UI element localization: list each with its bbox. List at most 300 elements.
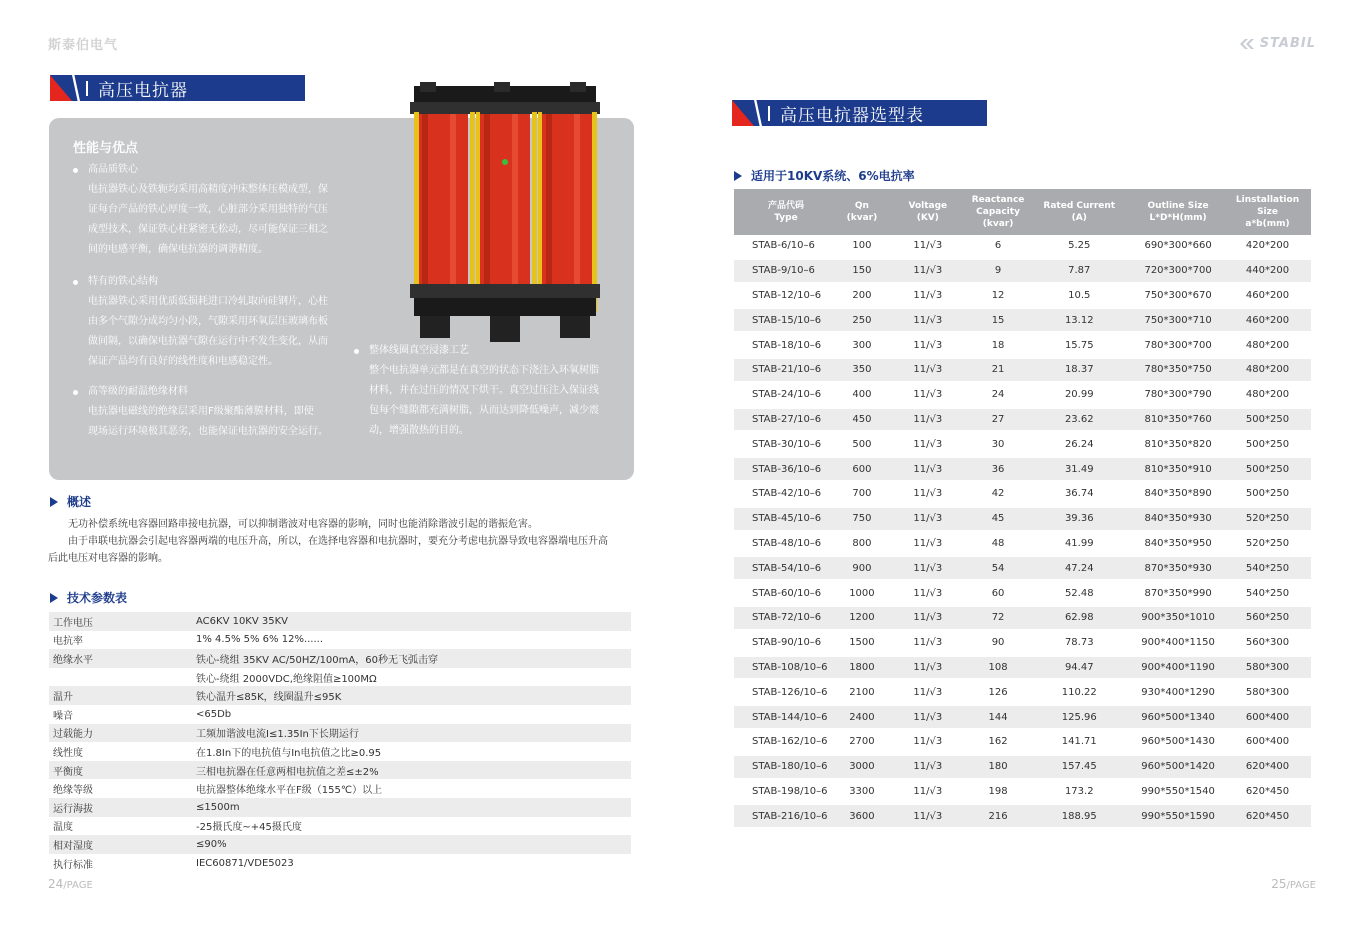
table-row <box>734 409 1311 434</box>
table-cell: 960*500*1340 <box>1132 706 1224 731</box>
selection-table-body <box>734 235 1311 830</box>
header-line: (kvar) <box>982 219 1014 229</box>
table-cell: 11/√3 <box>886 632 970 657</box>
table-cell: 1000 <box>838 582 886 607</box>
product-code-cell: STAB-18/10–6 <box>734 334 838 359</box>
table-row <box>734 756 1311 781</box>
selection-table <box>734 189 1311 830</box>
divider <box>768 106 770 121</box>
spec-value: <65Db <box>196 708 232 720</box>
table-cell: 6 <box>970 235 1027 260</box>
table-row <box>49 631 631 650</box>
table-row <box>734 706 1311 731</box>
table-cell: 94.47 <box>1026 657 1132 682</box>
table-cell: 180 <box>970 756 1027 781</box>
spec-value: 铁心-绕组 2000VDC,绝缘阻值≥100MΩ <box>196 673 377 685</box>
red-accent <box>50 75 72 101</box>
table-cell: 11/√3 <box>886 781 970 806</box>
table-cell: 780*300*790 <box>1132 384 1224 409</box>
header-line: Type <box>774 213 798 223</box>
product-code-cell: STAB-15/10–6 <box>734 309 838 334</box>
bullet-dot-icon <box>73 168 78 173</box>
table-cell: 2400 <box>838 706 886 731</box>
header-line: L*D*H(mm) <box>1149 213 1207 223</box>
table-cell: 198 <box>970 781 1027 806</box>
spec-value: ≤1500m <box>192 798 631 817</box>
spec-key: 过载能力 <box>49 724 192 743</box>
header-line: (KV) <box>916 213 939 223</box>
table-cell: 24 <box>970 384 1027 409</box>
table-cell: 11/√3 <box>886 533 970 558</box>
table-cell: 36.74 <box>1026 483 1132 508</box>
table-cell: 11/√3 <box>886 557 970 582</box>
page-number: 25 <box>1271 877 1287 891</box>
product-code-cell: STAB-9/10–6 <box>734 260 838 285</box>
product-code-cell: STAB-12/10–6 <box>734 285 838 310</box>
table-cell: 5.25 <box>1026 235 1132 260</box>
table-row <box>49 686 631 705</box>
table-row <box>49 724 631 743</box>
feature-title: 高等级的耐温绝缘材料 <box>88 386 188 397</box>
table-cell: 21 <box>970 359 1027 384</box>
table-cell: 840*350*930 <box>1132 508 1224 533</box>
table-row <box>734 533 1311 558</box>
table-cell: 45 <box>970 508 1027 533</box>
column-header <box>1224 189 1311 235</box>
table-row <box>734 607 1311 632</box>
specs-heading-text: 技术参数表 <box>67 591 128 605</box>
table-row <box>734 384 1311 409</box>
overview-heading-text: 概述 <box>67 495 92 509</box>
feature-line: 动，增强散热的目的。 <box>369 425 469 436</box>
bullet-dot-icon <box>354 349 359 354</box>
table-cell: 11/√3 <box>886 260 970 285</box>
table-row <box>734 632 1311 657</box>
table-cell: 480*200 <box>1224 384 1311 409</box>
column-header <box>1132 189 1224 235</box>
spec-key: 执行标准 <box>53 859 93 871</box>
table-cell: 810*350*760 <box>1132 409 1224 434</box>
table-cell: 62.98 <box>1026 607 1132 632</box>
table-cell: 2100 <box>838 681 886 706</box>
table-cell: 580*300 <box>1224 657 1311 682</box>
column-header <box>970 189 1027 235</box>
spec-value: 工频加谐波电流I≤1.35In下长期运行 <box>192 724 631 743</box>
page-suffix: /PAGE <box>63 880 93 891</box>
feature-line: 做间隔，以确保电抗器气隙在运行中不发生变化，从而 <box>88 336 328 347</box>
table-cell: 900*350*1010 <box>1132 607 1224 632</box>
header-line: (A) <box>1071 213 1087 223</box>
table-cell: 870*350*930 <box>1132 557 1224 582</box>
table-cell: 18.37 <box>1026 359 1132 384</box>
table-cell: 480*200 <box>1224 359 1311 384</box>
reactor-product-image <box>410 82 600 344</box>
table-row <box>49 612 631 631</box>
table-cell: 780*300*700 <box>1132 334 1224 359</box>
table-row <box>734 582 1311 607</box>
table-row <box>734 285 1311 310</box>
spec-value: AC6KV 10KV 35KV <box>192 612 631 631</box>
table-cell: 500*250 <box>1224 458 1311 483</box>
table-cell: 750*300*710 <box>1132 309 1224 334</box>
table-cell: 150 <box>838 260 886 285</box>
header-line: Voltage <box>908 201 948 211</box>
table-cell: 78.73 <box>1026 632 1132 657</box>
product-code-cell: STAB-21/10–6 <box>734 359 838 384</box>
table-row <box>734 805 1311 830</box>
product-code-cell: STAB-216/10–6 <box>734 805 838 830</box>
white-slash <box>72 75 80 101</box>
spec-key: 绝缘等级 <box>53 785 93 797</box>
table-cell: 500*250 <box>1224 483 1311 508</box>
table-cell: 600*400 <box>1224 731 1311 756</box>
table-cell: 420*200 <box>1224 235 1311 260</box>
table-cell: 460*200 <box>1224 285 1311 310</box>
table-cell: 440*200 <box>1224 260 1311 285</box>
spec-key: 运行海拔 <box>49 798 192 817</box>
header-line: Outline Size <box>1147 201 1209 211</box>
table-cell: 188.95 <box>1026 805 1132 830</box>
table-row <box>734 657 1311 682</box>
product-code-cell: STAB-42/10–6 <box>734 483 838 508</box>
table-cell: 41.99 <box>1026 533 1132 558</box>
column-header <box>838 189 886 235</box>
product-code-cell: STAB-108/10–6 <box>734 657 838 682</box>
table-cell: 60 <box>970 582 1027 607</box>
table-cell: 11/√3 <box>886 384 970 409</box>
table-cell: 100 <box>838 235 886 260</box>
stabil-logo-icon <box>1238 37 1256 51</box>
table-cell: 11/√3 <box>886 756 970 781</box>
product-code-cell: STAB-180/10–6 <box>734 756 838 781</box>
table-cell: 600 <box>838 458 886 483</box>
table-cell: 200 <box>838 285 886 310</box>
brand-name-en: STABIL <box>1259 36 1316 51</box>
table-cell: 157.45 <box>1026 756 1132 781</box>
table-cell: 15 <box>970 309 1027 334</box>
table-cell: 560*300 <box>1224 632 1311 657</box>
column-header <box>886 189 970 235</box>
table-cell: 36 <box>970 458 1027 483</box>
table-row <box>734 260 1311 285</box>
header-line: Linstallation Size <box>1235 195 1300 217</box>
table-cell: 12 <box>970 285 1027 310</box>
section-title-bar <box>50 75 305 101</box>
page-number-left <box>48 877 93 891</box>
feature-line: 电抗器铁心采用优质低损耗进口冷轧取向硅钢片，心柱 <box>88 296 328 307</box>
table-cell: 400 <box>838 384 886 409</box>
header-line: Capacity <box>976 207 1020 217</box>
table-cell: 1500 <box>838 632 886 657</box>
table-cell: 750*300*670 <box>1132 285 1224 310</box>
table-cell: 810*350*910 <box>1132 458 1224 483</box>
table-cell: 250 <box>838 309 886 334</box>
table-row <box>734 557 1311 582</box>
table-cell: 42 <box>970 483 1027 508</box>
spec-key: 平衡度 <box>49 761 192 780</box>
feature-line: 证每台产品的铁心厚度一致，心脏部分采用独特的气压 <box>88 204 328 215</box>
product-code-cell: STAB-72/10–6 <box>734 607 838 632</box>
table-cell: 126 <box>970 681 1027 706</box>
feature-title: 特有的铁心结构 <box>88 276 158 287</box>
table-cell: 48 <box>970 533 1027 558</box>
table-row <box>734 508 1311 533</box>
table-header-row <box>734 189 1311 235</box>
brand-name-cn: 斯泰伯电气 <box>48 38 119 53</box>
table-cell: 108 <box>970 657 1027 682</box>
product-code-cell: STAB-30/10–6 <box>734 433 838 458</box>
table-cell: 800 <box>838 533 886 558</box>
page-number: 24 <box>48 877 64 891</box>
header-line: (kvar) <box>846 213 878 223</box>
product-code-cell: STAB-90/10–6 <box>734 632 838 657</box>
table-cell: 90 <box>970 632 1027 657</box>
product-code-cell: STAB-6/10–6 <box>734 235 838 260</box>
table-cell: 11/√3 <box>886 433 970 458</box>
white-slash <box>754 100 762 126</box>
spec-value: 电抗器整体绝缘水平在F级（155℃）以上 <box>196 785 383 797</box>
table-cell: 11/√3 <box>886 458 970 483</box>
spec-key: 相对湿度 <box>49 835 192 854</box>
table-cell: 560*250 <box>1224 607 1311 632</box>
table-cell: 750 <box>838 508 886 533</box>
spec-key: 噪音 <box>53 710 73 722</box>
table-row <box>49 779 631 798</box>
bullet-dot-icon <box>73 390 78 395</box>
table-row <box>734 309 1311 334</box>
table-cell: 620*450 <box>1224 805 1311 830</box>
table-cell: 450 <box>838 409 886 434</box>
table-row <box>734 334 1311 359</box>
table-row <box>49 705 631 724</box>
table-cell: 72 <box>970 607 1027 632</box>
table-cell: 47.24 <box>1026 557 1132 582</box>
spec-value: 铁心-绕组 35KV AC/50HZ/100mA，60秒无飞弧击穿 <box>192 649 631 668</box>
table-cell: 930*400*1290 <box>1132 681 1224 706</box>
feature-title: 整体线圈真空浸漆工艺 <box>369 345 469 356</box>
product-code-cell: STAB-162/10–6 <box>734 731 838 756</box>
triangle-bullet-icon <box>50 593 58 603</box>
table-cell: 11/√3 <box>886 334 970 359</box>
table-cell: 11/√3 <box>886 681 970 706</box>
column-header <box>734 189 838 235</box>
table-cell: 460*200 <box>1224 309 1311 334</box>
table-cell: 30 <box>970 433 1027 458</box>
table-cell: 540*250 <box>1224 557 1311 582</box>
table-cell: 840*350*950 <box>1132 533 1224 558</box>
header-line: 产品代码 <box>767 201 804 211</box>
table-cell: 990*550*1540 <box>1132 781 1224 806</box>
table-cell: 500 <box>838 433 886 458</box>
table-cell: 500*250 <box>1224 409 1311 434</box>
overview-paragraph: 由于串联电抗器会引起电容器两端的电压升高，所以，在选择电容器和电抗器时，要充分考虑电抗器导致电容器端电压升高后此电压对电容器的影响。 <box>48 536 608 564</box>
table-row <box>734 235 1311 260</box>
feature-line: 电抗器电磁线的绝缘层采用F级聚酯薄膜材料，即使 <box>88 406 314 417</box>
table-cell: 7.87 <box>1026 260 1132 285</box>
product-code-cell: STAB-48/10–6 <box>734 533 838 558</box>
feature-line: 材料，并在过压的情况下烘干。真空过压注入保证线 <box>369 385 599 396</box>
selection-subheading <box>734 167 915 184</box>
table-cell: 300 <box>838 334 886 359</box>
product-code-cell: STAB-198/10–6 <box>734 781 838 806</box>
table-cell: 216 <box>970 805 1027 830</box>
table-cell: 1200 <box>838 607 886 632</box>
table-cell: 520*250 <box>1224 533 1311 558</box>
feature-line: 现场运行环境极其恶劣，也能保证电抗器的安全运行。 <box>88 426 328 437</box>
table-cell: 15.75 <box>1026 334 1132 359</box>
table-cell: 11/√3 <box>886 582 970 607</box>
table-row <box>49 761 631 780</box>
feature-item <box>73 160 353 260</box>
spec-key: 线性度 <box>53 747 83 759</box>
product-code-cell: STAB-27/10–6 <box>734 409 838 434</box>
table-cell: 31.49 <box>1026 458 1132 483</box>
table-cell: 3600 <box>838 805 886 830</box>
table-row <box>49 742 631 761</box>
specs-heading <box>50 589 127 606</box>
table-cell: 20.99 <box>1026 384 1132 409</box>
table-cell: 144 <box>970 706 1027 731</box>
table-cell: 960*500*1430 <box>1132 731 1224 756</box>
table-cell: 3300 <box>838 781 886 806</box>
table-cell: 10.5 <box>1026 285 1132 310</box>
table-cell: 870*350*990 <box>1132 582 1224 607</box>
table-row <box>734 483 1311 508</box>
feature-line: 整个电抗器单元都是在真空的状态下浇注入环氧树脂 <box>369 365 599 376</box>
product-code-cell: STAB-36/10–6 <box>734 458 838 483</box>
table-row <box>734 731 1311 756</box>
product-code-cell: STAB-45/10–6 <box>734 508 838 533</box>
table-row <box>734 433 1311 458</box>
table-cell: 9 <box>970 260 1027 285</box>
spec-value: IEC60871/VDE5023 <box>196 857 294 869</box>
table-cell: 2700 <box>838 731 886 756</box>
table-cell: 11/√3 <box>886 607 970 632</box>
table-row <box>49 817 631 836</box>
specs-table <box>49 612 631 872</box>
header-line: Qn <box>854 201 869 211</box>
table-cell: 350 <box>838 359 886 384</box>
table-cell: 960*500*1420 <box>1132 756 1224 781</box>
feature-item <box>73 382 353 442</box>
table-cell: 840*350*890 <box>1132 483 1224 508</box>
header-line: Rated Current <box>1043 201 1116 211</box>
table-cell: 11/√3 <box>886 483 970 508</box>
features-heading: 性能与优点 <box>73 141 139 156</box>
table-cell: 11/√3 <box>886 508 970 533</box>
spec-key <box>49 668 192 687</box>
red-accent <box>732 100 754 126</box>
spec-key: 温度 <box>53 822 73 834</box>
selection-subheading-text: 适用于10KV系统、6%电抗率 <box>751 169 915 183</box>
page-suffix: /PAGE <box>1286 880 1316 891</box>
table-cell: 125.96 <box>1026 706 1132 731</box>
feature-line: 包每个缝隙都充满树脂，从而达到降低噪声，减少震 <box>369 405 599 416</box>
feature-item <box>354 341 624 441</box>
table-cell: 900 <box>838 557 886 582</box>
table-cell: 110.22 <box>1026 681 1132 706</box>
table-row <box>49 854 631 873</box>
table-cell: 13.12 <box>1026 309 1132 334</box>
table-cell: 23.62 <box>1026 409 1132 434</box>
table-cell: 1800 <box>838 657 886 682</box>
spec-key: 工作电压 <box>49 612 192 631</box>
table-cell: 810*350*820 <box>1132 433 1224 458</box>
page-number-right <box>1271 877 1316 891</box>
bullet-dot-icon <box>73 280 78 285</box>
table-cell: 11/√3 <box>886 706 970 731</box>
table-cell: 162 <box>970 731 1027 756</box>
table-cell: 900*400*1190 <box>1132 657 1224 682</box>
section-title: 高压电抗器选型表 <box>780 105 924 126</box>
spec-value: 三相电抗器在任意两相电抗值之差≤±2% <box>192 761 631 780</box>
table-row <box>49 649 631 668</box>
table-cell: 11/√3 <box>886 657 970 682</box>
table-cell: 11/√3 <box>886 309 970 334</box>
table-cell: 480*200 <box>1224 334 1311 359</box>
spec-key: 电抗率 <box>53 636 83 648</box>
product-code-cell: STAB-144/10–6 <box>734 706 838 731</box>
table-row <box>49 835 631 854</box>
product-code-cell: STAB-126/10–6 <box>734 681 838 706</box>
feature-title: 高品质铁心 <box>88 164 138 175</box>
table-cell: 11/√3 <box>886 235 970 260</box>
table-cell: 141.71 <box>1026 731 1132 756</box>
table-cell: 26.24 <box>1026 433 1132 458</box>
table-row <box>734 359 1311 384</box>
table-row <box>49 798 631 817</box>
overview-text <box>48 516 610 567</box>
table-cell: 54 <box>970 557 1027 582</box>
product-code-cell: STAB-54/10–6 <box>734 557 838 582</box>
table-cell: 780*350*750 <box>1132 359 1224 384</box>
table-cell: 620*450 <box>1224 781 1311 806</box>
spec-value: -25摄氏度~+45摄氏度 <box>196 822 302 834</box>
brand-logo <box>1238 36 1316 51</box>
feature-line: 间的电感平衡，确保电抗器的调谐精度。 <box>88 244 268 255</box>
table-cell: 11/√3 <box>886 731 970 756</box>
table-cell: 600*400 <box>1224 706 1311 731</box>
section-title: 高压电抗器 <box>98 80 188 101</box>
spec-key: 绝缘水平 <box>49 649 192 668</box>
table-cell: 11/√3 <box>886 285 970 310</box>
table-row <box>734 781 1311 806</box>
table-cell: 720*300*700 <box>1132 260 1224 285</box>
feature-line: 保证产品均有良好的线性度和电感稳定性。 <box>88 356 278 367</box>
feature-line: 成型技术，保证铁心柱紧密无松动，尽可能保证三相之 <box>88 224 328 235</box>
section-title-bar <box>732 100 987 126</box>
table-cell: 11/√3 <box>886 409 970 434</box>
table-cell: 540*250 <box>1224 582 1311 607</box>
product-code-cell: STAB-60/10–6 <box>734 582 838 607</box>
table-cell: 520*250 <box>1224 508 1311 533</box>
triangle-bullet-icon <box>734 171 742 181</box>
table-cell: 580*300 <box>1224 681 1311 706</box>
table-row <box>734 681 1311 706</box>
header-line: a*b(mm) <box>1245 219 1290 229</box>
product-code-cell: STAB-24/10–6 <box>734 384 838 409</box>
spec-value: ≤90% <box>192 835 631 854</box>
column-header <box>1026 189 1132 235</box>
spec-value: 在1.8In下的电抗值与In电抗值之比≥0.95 <box>196 747 382 759</box>
table-row <box>734 458 1311 483</box>
table-cell: 27 <box>970 409 1027 434</box>
table-cell: 700 <box>838 483 886 508</box>
header-line: Reactance <box>971 195 1025 205</box>
table-cell: 39.36 <box>1026 508 1132 533</box>
table-cell: 11/√3 <box>886 805 970 830</box>
feature-line: 电抗器铁心及铁轭均采用高精度冲床整体压模成型，保 <box>88 184 328 195</box>
